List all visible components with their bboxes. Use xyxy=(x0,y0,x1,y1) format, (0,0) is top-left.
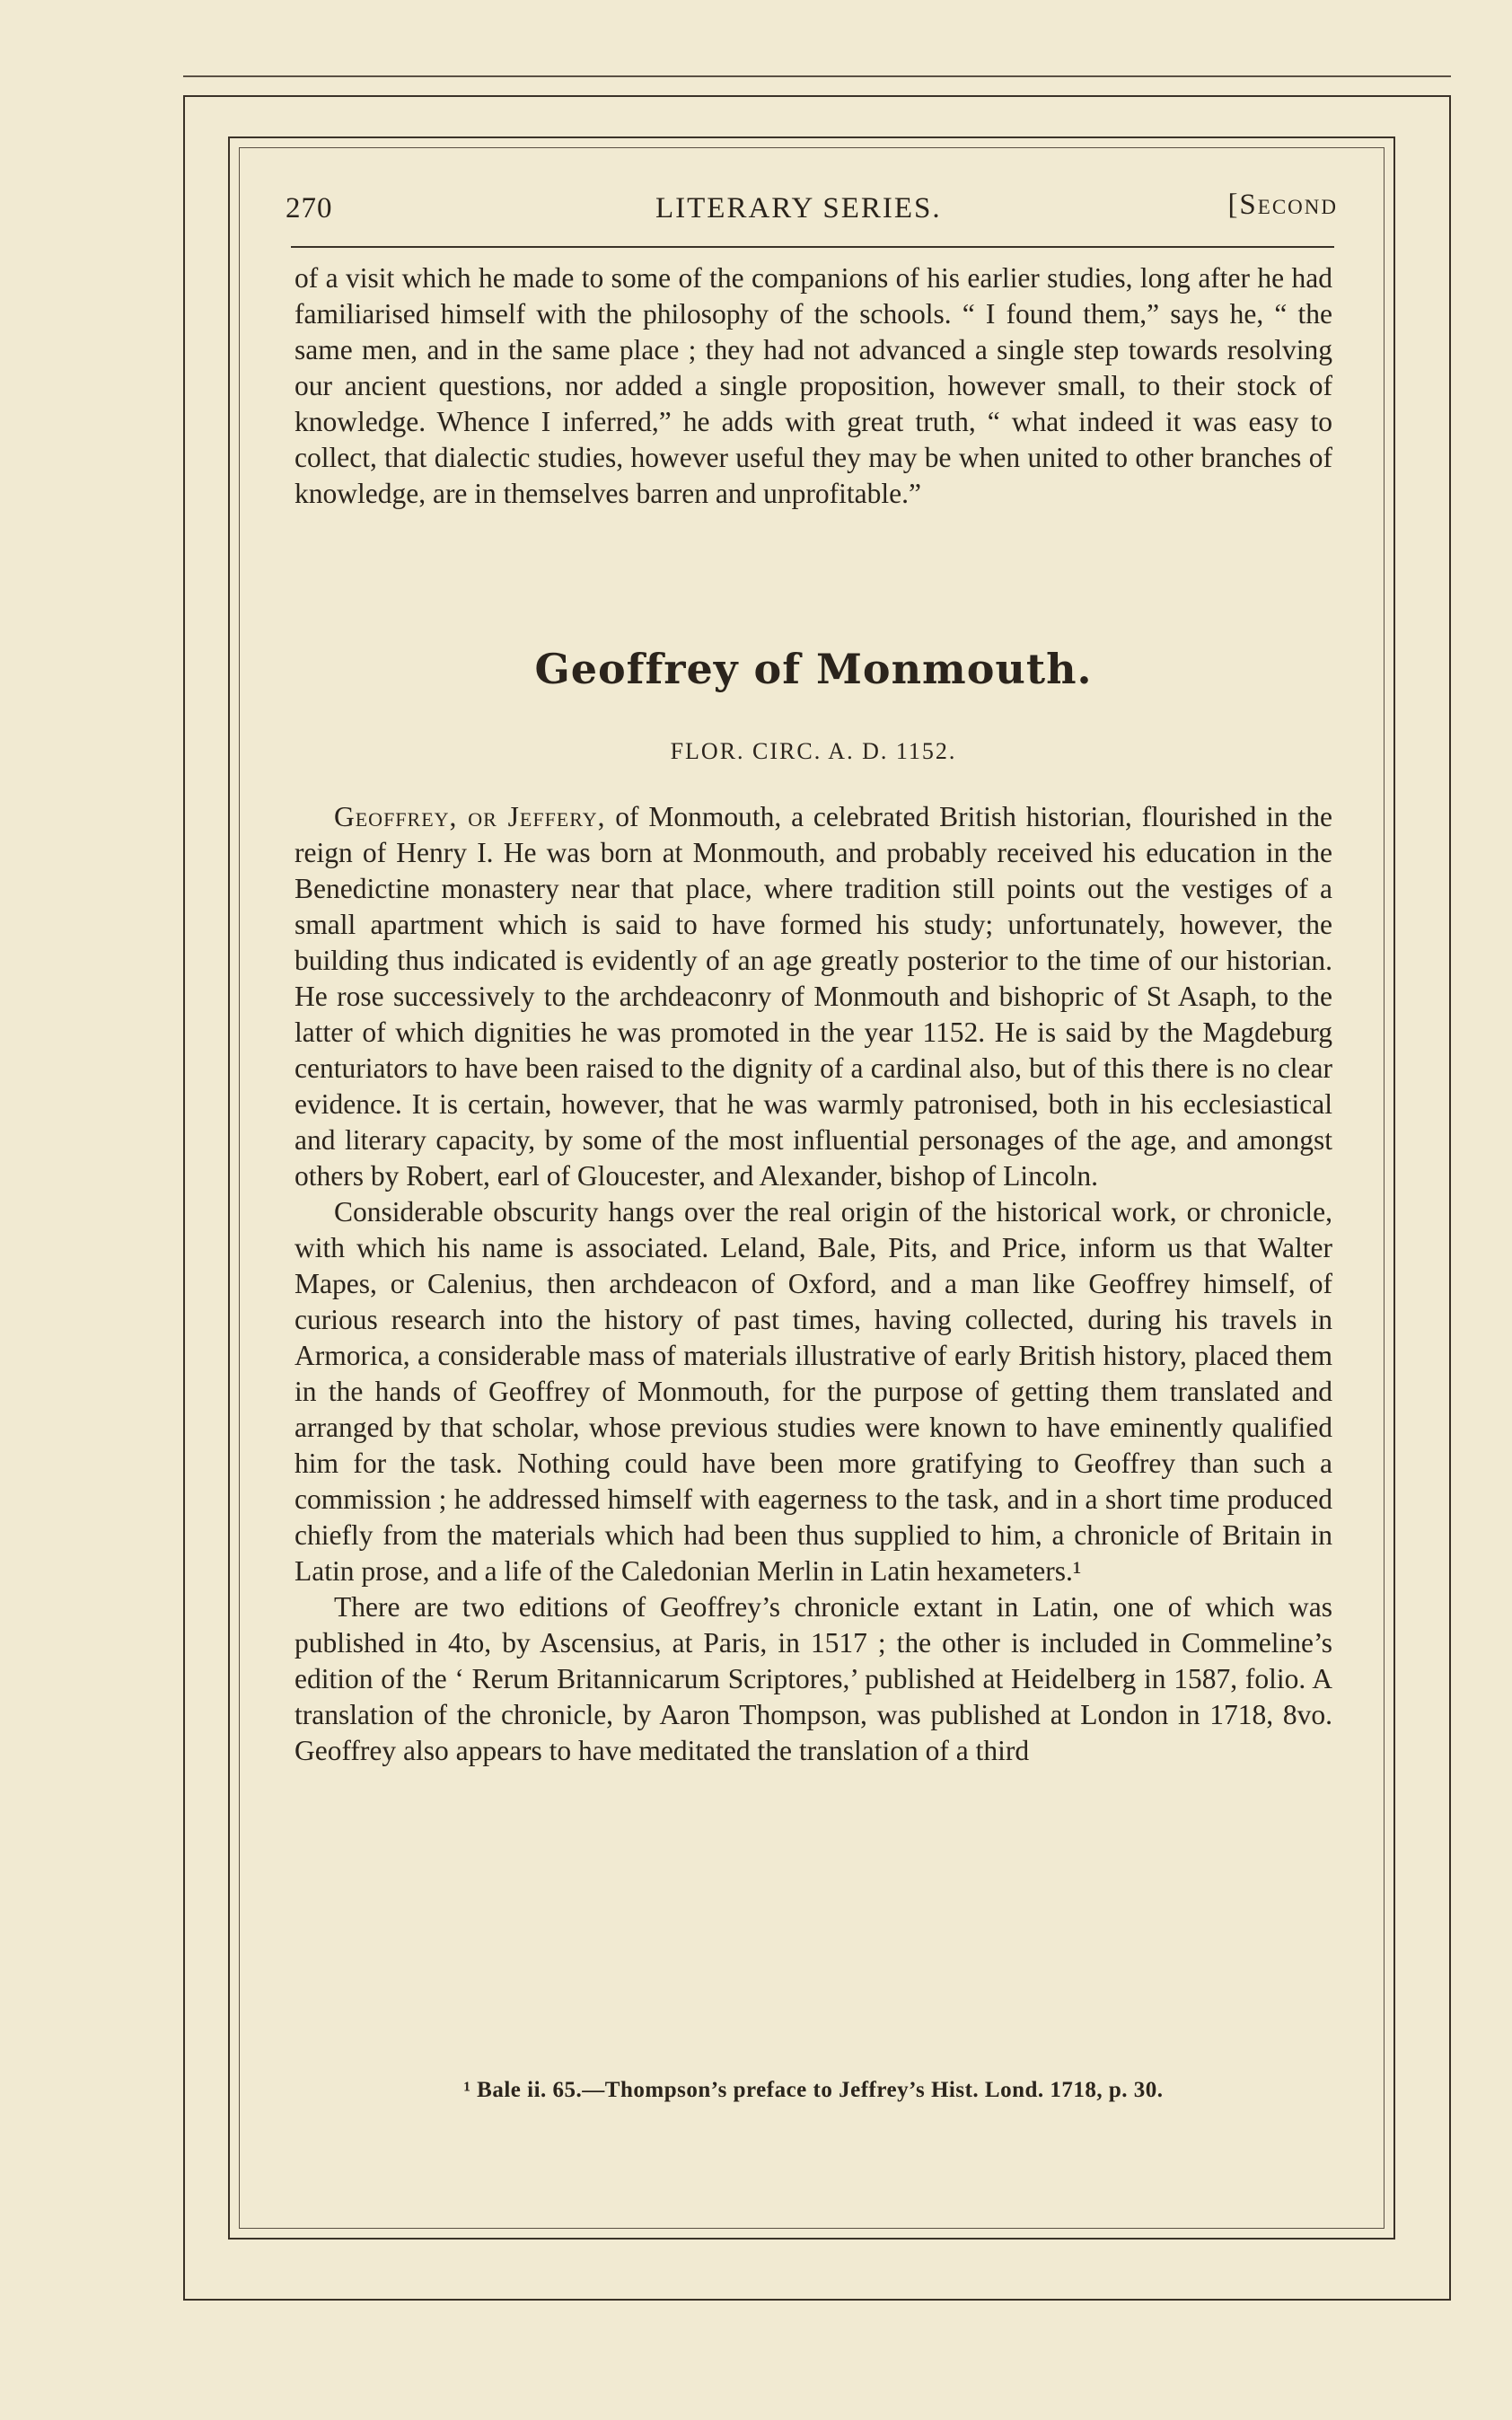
section-subheading: FLOR. CIRC. A. D. 1152. xyxy=(670,738,957,764)
running-title: LITERARY SERIES. xyxy=(655,192,942,224)
body-paragraph-1-lead: Geoffrey, or Jeffery, xyxy=(334,801,606,832)
intro-paragraph: of a visit which he made to some of the companions of his earlier studies, long after he had familiarised himself with the philosophy of the schools. “ I found them,” says he, “ the same men, and in the same place ; they had not advanced a single step towards resolving our ancient questions, nor added a single proposition, however small, to their stock of knowledge. Whence I inferred,” he adds with great truth, “ what indeed it was easy to collect, that dialectic studies, however useful they may be when united to other branches of knowledge, are in themselves barren and unprofitable.” xyxy=(294,262,1332,509)
section-heading: Geoffrey of Monmouth. xyxy=(534,645,1093,693)
page-header xyxy=(286,189,1338,233)
body-text xyxy=(294,799,1332,1769)
intro-paragraph-block xyxy=(294,260,1332,512)
outer-frame-top-rule xyxy=(183,75,1451,77)
body-paragraph-1-rest: of Monmouth, a celebrated British historian, flourished in the reign of Henry I. He was born at Monmouth, and probably received his education in the Benedictine monastery near that place, where tradition still points out the vestiges of a small apartment which is said to have formed his study; unfortunately, however, the building thus indicated is evidently of an age greatly posterior to the time of our historian. He rose successively to the archdeaconry of Monmouth and bishopric of St Asaph, to the latter of which dignities he was promoted in the year 1152. He is said by the Magdeburg centuriators to have been raised to the dignity of a cardinal also, but of this there is no clear evidence. It is certain, however, that he was warmly patronised, both in his ecclesiastical and literary capacity, by some of the most influential personages of the age, and amongst others by Robert, earl of Gloucester, and Alexander, bishop of Lincoln. xyxy=(294,801,1332,1192)
footnote: ¹ Bale ii. 65.—Thompson’s preface to Jeffrey’s Hist. Lond. 1718, p. 30. xyxy=(463,2078,1164,2102)
body-paragraph-2: Considerable obscurity hangs over the real origin of the historical work, or chronicle, with which his name is associated. Leland, Bale, Pits, and Price, inform us that Walter Mapes, or Calenius, then archdeacon of Oxford, and a man like Geoffrey himself, of curious research into the history of past times, having collected, during his travels in Armorica, a considerable mass of materials illustrative of early British history, placed them in the hands of Geoffrey of Monmouth, for the purpose of getting them translated and arranged by that scholar, whose previous studies were known to have eminently qualified him for the task. Nothing could have been more gratifying to Geoffrey than such a commission ; he addressed himself with eagerness to the task, and in a short time produced chiefly from the materials which had been thus supplied to him, a chronicle of Britain in Latin prose, and a life of the Caledonian Merlin in Latin hexameters.¹ xyxy=(294,1196,1332,1587)
header-rule xyxy=(291,246,1334,248)
page-number: 270 xyxy=(286,192,333,224)
body-paragraph-3: There are two editions of Geoffrey’s chronicle extant in Latin, one of which was published in 4to, by Ascensius, at Paris, in 1517 ; the other is included in Commeline’s edition of the ‘ Rerum Britannicarum Scriptores,’ published at Heidelberg in 1587, folio. A translation of the chronicle, by Aaron Thompson, was published at London in 1718, 8vo. Geoffrey also appears to have meditated the translation of a third xyxy=(294,1591,1332,1766)
running-section: [Second xyxy=(1227,189,1338,221)
body-paragraph-1 xyxy=(294,799,1332,1194)
